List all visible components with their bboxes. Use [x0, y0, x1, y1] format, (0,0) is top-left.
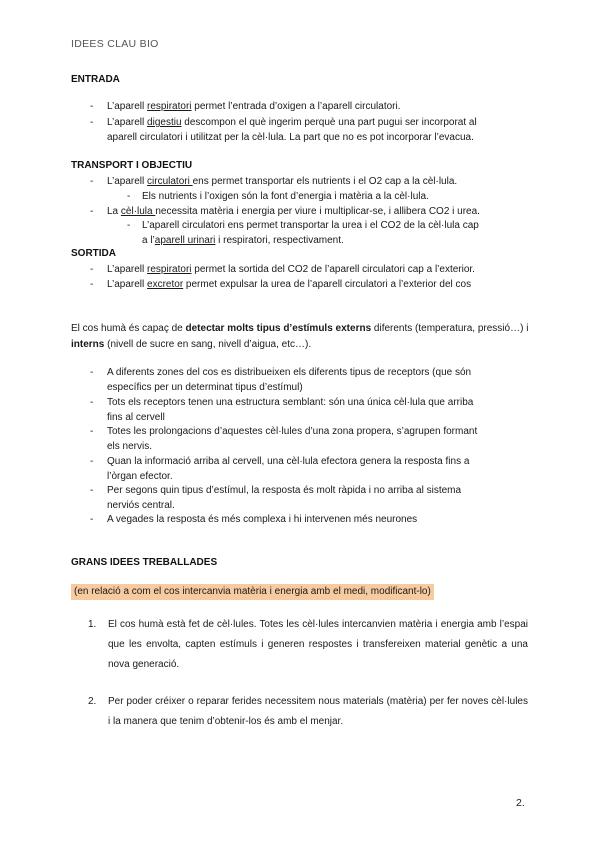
section-title-sortida: SORTIDA [71, 248, 116, 259]
page-number: 2. [516, 797, 525, 809]
list-item: - Totes les prolongacions d’aquestes cèl·lules d’una zona propera, s’agrupen formant els nervis. [90, 426, 478, 452]
list-item: - Tots els receptors tenen una estructura semblant: són una única cèl·lula que arriba fins al cervell [90, 397, 474, 423]
list-item: - L’aparell respiratori permet la sortida del CO2 de l’aparell circulatori cap a l’exterior. [90, 264, 475, 275]
section-title-grans-idees: GRANS IDEES TREBALLADES [71, 557, 218, 568]
page-header: IDEES CLAU BIO [71, 38, 159, 50]
list-item: - A vegades la resposta és més complexa i hi intervenen més neurones [90, 514, 418, 525]
list-item: - Per segons quin tipus d’estímul, la resposta és molt ràpida i no arriba al sistema nerviós central. [90, 485, 462, 511]
list-item: - Quan la informació arriba al cervell, una cèl·lula efectora genera la resposta fins a l’òrgan efector. [90, 456, 470, 482]
intro-paragraph: El cos humà és capaç de detectar molts tipus d’estímuls externs diferents (temperatura, pressió…) i interns (nivell de sucre en sang, nivell d’aigua, etc…). [71, 323, 529, 350]
list-item: - L’aparell digestiu descompon el què ingerim perquè una part pugui ser incorporat al aparell circulatori i utilitzat per la cèl·lula. La part que no es pot incorporar l’evacua. [90, 117, 477, 143]
list-item: - A diferents zones del cos es distribueixen els diferents tipus de receptors (que són específics per un determinat tipus d’estímul) [90, 367, 472, 393]
list-item: - L’aparell respiratori permet l’entrada d’oxigen a l’aparell circulatori. [90, 101, 401, 112]
sub-list-item: - Els nutrients i l’oxigen són la font d’energia i matèria a la cèl·lula. [127, 191, 429, 202]
highlighted-note: (en relació a com el cos intercanvia matèria i energia amb el medi, modificant-lo) [71, 584, 434, 600]
section-title-entrada: ENTRADA [71, 74, 120, 85]
list-item: - L’aparell excretor permet expulsar la urea de l’aparell circulatori a l’exterior del cos [90, 279, 472, 290]
numbered-item: 2. Per poder créixer o reparar ferides necessitem nous materials (matèria) per fer noves cèl·lules i la manera que tenim d’obtenir-los és amb el menjar. [88, 696, 528, 727]
list-item: - La cèl·lula necessita matèria i energia per viure i multiplicar-se, i allibera CO2 i urea. [90, 206, 480, 217]
numbered-item: 1. El cos humà està fet de cèl·lules. Totes les cèl·lules intercanvien matèria i energia amb l’espai que les envolta, capten estímuls i generen respostes i transfereixen material genètic a una nova generació. [88, 619, 528, 670]
sub-list-item: - L’aparell circulatori ens permet transportar la urea i el CO2 de la cèl·lula cap a l’aparell urinari i respiratori, respectivament. [127, 220, 479, 246]
list-item: - L’aparell circulatori ens permet transportar els nutrients i el O2 cap a la cèl·lula. [90, 176, 458, 187]
section-title-transport: TRANSPORT I OBJECTIU [71, 160, 193, 171]
